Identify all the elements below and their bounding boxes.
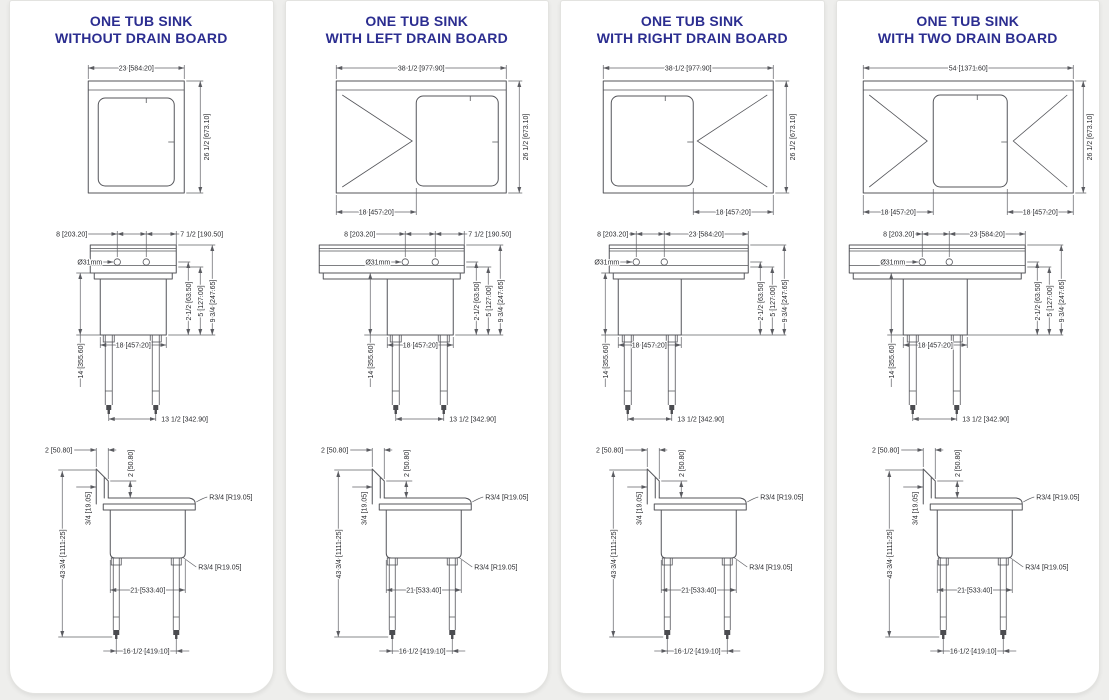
title-line-2: WITH LEFT DRAIN BOARD <box>325 30 508 47</box>
title-line-1: ONE TUB SINK <box>365 13 469 29</box>
dim-hole-diameter: Ø31mm <box>594 259 620 267</box>
dim-splash-thickness: 3/4 [19.05] <box>636 492 644 526</box>
dim-splash-return: 2 [50.80] <box>954 449 962 478</box>
dim-radius-top: R3/4 [R19.05] <box>484 494 528 502</box>
top-view-dimensions <box>88 65 211 193</box>
panel-without-drain-board <box>9 0 274 694</box>
front-view-dimensions <box>880 231 1065 423</box>
side-view-dimensions <box>45 448 252 656</box>
sink-front-outline <box>90 245 176 414</box>
dim-bowl-width: 18 [457.20] <box>917 342 953 350</box>
dim-overall-width: 23 [584.20] <box>118 65 154 73</box>
dim-splash-height: 9 3/4 [247.65] <box>209 279 217 323</box>
sink-front-outline <box>319 245 464 414</box>
front-view-dimensions <box>56 231 223 423</box>
front-view-dimensions <box>344 231 511 423</box>
dim-drainboard-width: 18 [457.20] <box>715 209 751 217</box>
front-view-drawing <box>837 221 1100 425</box>
dim-splash-height: 9 3/4 [247.65] <box>1058 279 1066 323</box>
panel-title <box>565 13 820 47</box>
front-view-dimensions <box>594 231 788 423</box>
dim-splash-mid: 5 [127.00] <box>197 285 205 317</box>
dim-leg-spread: 13 1/2 [342.90] <box>961 416 1009 424</box>
top-view-dimensions <box>603 65 797 216</box>
dim-splash-return: 2 [50.80] <box>127 449 135 478</box>
dim-splash-to-hole: 2 1/2 [63.50] <box>185 281 193 321</box>
side-view-drawing <box>10 425 273 665</box>
dim-splash-height: 9 3/4 [247.65] <box>781 279 789 323</box>
side-view-drawing <box>286 425 549 665</box>
dim-overall-height: 43 3/4 [1111.25] <box>886 529 894 579</box>
dim-faucet-spacing: 8 [203.20] <box>597 231 629 239</box>
dim-faucet-spacing: 8 [203.20] <box>56 231 88 239</box>
dim-overall-depth: 26 1/2 [673.10] <box>522 113 530 161</box>
dim-overall-height: 43 3/4 [1111.25] <box>335 529 343 579</box>
title-line-2: WITHOUT DRAIN BOARD <box>54 30 228 47</box>
side-view-drawing <box>837 425 1100 665</box>
dim-drainboard-right: 18 [457.20] <box>1022 209 1058 217</box>
dim-drainboard-left: 18 [457.20] <box>880 209 916 217</box>
dim-splash-depth: 2 [50.80] <box>320 447 348 455</box>
dim-splash-thickness: 3/4 [19.05] <box>360 492 368 526</box>
dim-bowl-height: 14 [355.60] <box>77 343 85 379</box>
dim-radius-bottom: R3/4 [R19.05] <box>1024 564 1068 572</box>
sink-front-outline <box>849 245 1025 414</box>
title-line-1: ONE TUB SINK <box>916 13 1020 29</box>
dim-bowl-width: 18 [457.20] <box>402 342 438 350</box>
dim-leg-spread: 13 1/2 [342.90] <box>161 416 208 424</box>
sink-top-outline <box>336 81 506 193</box>
dim-overall-depth: 26 1/2 [673.10] <box>789 113 797 161</box>
dim-radius-top: R3/4 [R19.05] <box>760 494 804 502</box>
dim-edge-offset: 7 1/2 [190.50] <box>180 231 224 239</box>
dim-leg-spread-side: 16 1/2 [419.10] <box>398 648 446 656</box>
sink-top-outline <box>863 81 1073 193</box>
dim-faucet-spacing: 8 [203.20] <box>882 231 914 239</box>
dim-bowl-height: 14 [355.60] <box>367 343 375 379</box>
dim-splash-to-hole: 2 1/2 [63.50] <box>757 281 765 321</box>
dim-bowl-depth: 21 [533.40] <box>405 587 441 595</box>
dim-splash-depth: 2 [50.80] <box>45 447 73 455</box>
sink-front-outline <box>609 245 748 414</box>
title-line-1: ONE TUB SINK <box>640 13 744 29</box>
dim-overall-width: 38 1/2 [977.90] <box>397 65 445 73</box>
side-view-dimensions <box>596 448 803 656</box>
title-line-1: ONE TUB SINK <box>89 13 193 29</box>
dim-faucet-spacing: 8 [203.20] <box>343 231 375 239</box>
dim-splash-thickness: 3/4 [19.05] <box>85 492 93 526</box>
dim-leg-spread-side: 16 1/2 [419.10] <box>673 648 721 656</box>
front-view-drawing <box>561 221 824 425</box>
dim-radius-bottom: R3/4 [R19.05] <box>473 564 517 572</box>
dim-overall-depth: 26 1/2 [673.10] <box>203 113 211 161</box>
dim-bowl-depth: 21 [533.40] <box>130 587 166 595</box>
dim-bowl-width: 18 [457.20] <box>115 342 151 350</box>
panel-title <box>290 13 545 47</box>
dim-splash-depth: 2 [50.80] <box>596 447 624 455</box>
dim-splash-mid: 5 [127.00] <box>485 285 493 317</box>
dim-splash-return: 2 [50.80] <box>678 449 686 478</box>
panel-right-drain-board <box>560 0 825 694</box>
side-view-dimensions <box>872 448 1079 656</box>
sink-top-outline <box>88 81 184 193</box>
dim-bowl-depth: 21 [533.40] <box>681 587 717 595</box>
top-view-dimensions <box>336 65 530 216</box>
front-view-drawing <box>10 221 273 425</box>
sink-side-outline <box>96 469 195 639</box>
dim-radius-top: R3/4 [R19.05] <box>209 494 253 502</box>
dim-hole-diameter: Ø31mm <box>364 259 390 267</box>
side-view-drawing <box>561 425 824 665</box>
dim-leg-spread: 13 1/2 [342.90] <box>677 416 724 424</box>
dim-leg-spread: 13 1/2 [342.90] <box>448 416 496 424</box>
sink-side-outline <box>923 469 1022 639</box>
top-view-drawing <box>561 49 824 221</box>
dim-radius-top: R3/4 [R19.05] <box>1035 494 1079 502</box>
dim-hole-diameter: Ø31mm <box>77 259 103 267</box>
dim-splash-thickness: 3/4 [19.05] <box>911 492 919 526</box>
panel-left-drain-board <box>285 0 550 694</box>
side-view-dimensions <box>321 448 528 656</box>
dim-bowl-height: 14 [355.60] <box>602 343 610 379</box>
dim-edge-offset: 23 [584.20] <box>688 231 724 239</box>
dim-leg-spread-side: 16 1/2 [419.10] <box>949 648 997 656</box>
dim-radius-bottom: R3/4 [R19.05] <box>198 564 242 572</box>
dim-splash-to-hole: 2 1/2 [63.50] <box>473 281 481 321</box>
panel-title <box>841 13 1096 47</box>
top-view-drawing <box>10 49 273 221</box>
dim-splash-mid: 5 [127.00] <box>1046 285 1054 317</box>
dim-splash-return: 2 [50.80] <box>403 449 411 478</box>
dim-edge-offset: 7 1/2 [190.50] <box>467 231 511 239</box>
dim-drainboard-width: 18 [457.20] <box>358 209 394 217</box>
dim-edge-offset: 23 [584.20] <box>969 231 1005 239</box>
dim-splash-mid: 5 [127.00] <box>769 285 777 317</box>
panel-two-drain-board <box>836 0 1101 694</box>
dim-radius-bottom: R3/4 [R19.05] <box>749 564 793 572</box>
sink-side-outline <box>647 469 746 639</box>
dim-overall-height: 43 3/4 [1111.25] <box>59 529 67 579</box>
dim-hole-diameter: Ø31mm <box>879 259 905 267</box>
dim-overall-height: 43 3/4 [1111.25] <box>610 529 618 579</box>
dim-bowl-height: 14 [355.60] <box>888 343 896 379</box>
panel-title <box>14 13 269 47</box>
sink-top-outline <box>603 81 773 193</box>
title-line-2: WITH RIGHT DRAIN BOARD <box>596 30 788 47</box>
sink-side-outline <box>372 469 471 639</box>
dim-overall-width: 54 [1371.60] <box>948 65 988 73</box>
top-view-drawing <box>286 49 549 221</box>
dim-bowl-depth: 21 [533.40] <box>956 587 992 595</box>
top-view-drawing <box>837 49 1100 221</box>
dim-splash-to-hole: 2 1/2 [63.50] <box>1034 281 1042 321</box>
front-view-drawing <box>286 221 549 425</box>
dim-leg-spread-side: 16 1/2 [419.10] <box>122 648 170 656</box>
title-line-2: WITH TWO DRAIN BOARD <box>877 30 1058 47</box>
dim-splash-height: 9 3/4 [247.65] <box>497 279 505 323</box>
dim-bowl-width: 18 [457.20] <box>631 342 667 350</box>
dim-overall-depth: 26 1/2 [673.10] <box>1086 113 1094 161</box>
top-view-dimensions <box>863 65 1094 216</box>
dim-overall-width: 38 1/2 [977.90] <box>664 65 712 73</box>
dim-splash-depth: 2 [50.80] <box>871 447 899 455</box>
